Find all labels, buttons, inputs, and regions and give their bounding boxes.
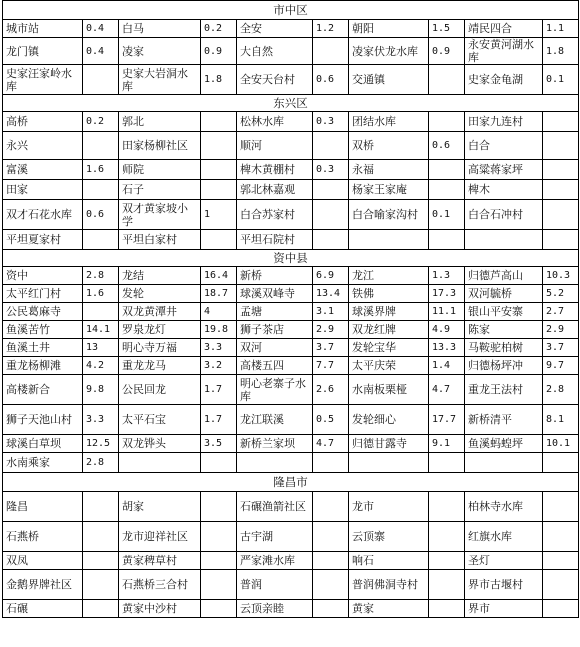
table-row <box>3 200 579 230</box>
station-name-cell: 界市古堰村 <box>465 570 543 600</box>
rainfall-value-cell <box>429 180 465 200</box>
rainfall-value-cell: 14.1 <box>83 321 119 339</box>
station-name-cell: 水南乘家 <box>3 453 83 473</box>
rainfall-value-cell <box>313 600 349 618</box>
station-name-cell: 罗泉龙灯 <box>119 321 201 339</box>
rainfall-value-cell: 1.6 <box>83 160 119 180</box>
rainfall-value-cell: 11.1 <box>429 303 465 321</box>
rainfall-value-cell <box>313 492 349 522</box>
station-name-cell: 白合石冲村 <box>465 200 543 230</box>
rainfall-value-cell <box>429 65 465 95</box>
station-name-cell: 龙市 <box>349 492 429 522</box>
rainfall-value-cell: 0.3 <box>313 112 349 132</box>
station-name-cell: 重龙杨柳滩 <box>3 357 83 375</box>
rainfall-value-cell: 0.4 <box>83 20 119 38</box>
rainfall-value-cell <box>543 570 579 600</box>
rainfall-value-cell: 8.1 <box>543 405 579 435</box>
rainfall-value-cell: 1 <box>201 200 237 230</box>
station-name-cell: 归德甘露寺 <box>349 435 429 453</box>
station-name-cell: 交通镇 <box>349 65 429 95</box>
rainfall-value-cell: 10.1 <box>543 435 579 453</box>
station-name-cell: 师院 <box>119 160 201 180</box>
rainfall-value-cell <box>313 453 349 473</box>
station-name-cell: 发轮细心 <box>349 405 429 435</box>
rainfall-value-cell <box>83 522 119 552</box>
rainfall-value-cell <box>201 492 237 522</box>
table-row <box>3 230 579 250</box>
rainfall-value-cell: 12.5 <box>83 435 119 453</box>
rainfall-value-cell: 9.8 <box>83 375 119 405</box>
station-name-cell: 鱼溪蚂蝗坪 <box>465 435 543 453</box>
station-name-cell: 龙门镇 <box>3 38 83 65</box>
station-name-cell: 田家 <box>3 180 83 200</box>
rainfall-value-cell: 1.7 <box>201 405 237 435</box>
station-name-cell: 顺河 <box>237 132 313 160</box>
station-name-cell: 铁佛 <box>349 285 429 303</box>
rainfall-value-cell <box>543 522 579 552</box>
section-header-row <box>3 1 579 20</box>
station-name-cell: 新桥 <box>237 267 313 285</box>
station-name-cell <box>119 453 201 473</box>
rainfall-value-cell <box>201 132 237 160</box>
station-name-cell: 水南板栗桠 <box>349 375 429 405</box>
rainfall-value-cell: 3.3 <box>201 339 237 357</box>
station-name-cell: 双龙黄潭井 <box>119 303 201 321</box>
station-name-cell <box>465 230 543 250</box>
station-name-cell: 双桥 <box>349 132 429 160</box>
rainfall-value-cell: 4.7 <box>429 375 465 405</box>
station-name-cell: 鱼溪土井 <box>3 339 83 357</box>
rainfall-value-cell <box>429 453 465 473</box>
station-name-cell: 团结水库 <box>349 112 429 132</box>
rainfall-value-cell <box>543 230 579 250</box>
table-row <box>3 112 579 132</box>
station-name-cell: 新桥兰家坝 <box>237 435 313 453</box>
station-name-cell: 普润 <box>237 570 313 600</box>
rainfall-value-cell <box>201 160 237 180</box>
station-name-cell: 郭北 <box>119 112 201 132</box>
station-name-cell: 狮子天池山村 <box>3 405 83 435</box>
rainfall-table <box>2 0 579 618</box>
station-name-cell: 古宇湖 <box>237 522 313 552</box>
rainfall-value-cell: 4.9 <box>429 321 465 339</box>
station-name-cell: 云顶寨 <box>349 522 429 552</box>
station-name-cell: 史家金龟湖 <box>465 65 543 95</box>
station-name-cell: 明心老寨子水库 <box>237 375 313 405</box>
rainfall-value-cell <box>313 180 349 200</box>
station-name-cell: 黄家稗草村 <box>119 552 201 570</box>
station-name-cell: 白合喻家沟村 <box>349 200 429 230</box>
rainfall-value-cell: 7.7 <box>313 357 349 375</box>
rainfall-value-cell <box>429 522 465 552</box>
rainfall-value-cell <box>429 230 465 250</box>
station-name-cell: 界市 <box>465 600 543 618</box>
station-name-cell: 永安黄河湖水库 <box>465 38 543 65</box>
rainfall-value-cell <box>201 112 237 132</box>
table-row <box>3 492 579 522</box>
station-name-cell: 云顶亲睦 <box>237 600 313 618</box>
station-name-cell: 石碾 <box>3 600 83 618</box>
table-row <box>3 132 579 160</box>
station-name-cell: 城市站 <box>3 20 83 38</box>
station-name-cell: 石燕桥三合村 <box>119 570 201 600</box>
table-row <box>3 180 579 200</box>
rainfall-value-cell: 16.4 <box>201 267 237 285</box>
station-name-cell: 明心寺万福 <box>119 339 201 357</box>
section-header-row <box>3 250 579 267</box>
station-name-cell: 椑木黄棚村 <box>237 160 313 180</box>
station-name-cell: 双龙铧头 <box>119 435 201 453</box>
rainfall-value-cell: 17.3 <box>429 285 465 303</box>
station-name-cell: 太平红门村 <box>3 285 83 303</box>
rainfall-value-cell: 0.5 <box>313 405 349 435</box>
table-row <box>3 375 579 405</box>
station-name-cell: 凌家 <box>119 38 201 65</box>
station-name-cell: 郭北林嘉观 <box>237 180 313 200</box>
station-name-cell: 龙市迎祥社区 <box>119 522 201 552</box>
rainfall-value-cell: 17.7 <box>429 405 465 435</box>
station-name-cell: 高楼新合 <box>3 375 83 405</box>
rainfall-value-cell <box>313 552 349 570</box>
station-name-cell: 龙结 <box>119 267 201 285</box>
station-name-cell: 杨家王家庵 <box>349 180 429 200</box>
rainfall-value-cell: 0.1 <box>429 200 465 230</box>
rainfall-value-cell: 2.7 <box>543 303 579 321</box>
rainfall-value-cell: 0.9 <box>429 38 465 65</box>
rainfall-value-cell <box>543 160 579 180</box>
station-name-cell <box>349 230 429 250</box>
table-row <box>3 552 579 570</box>
station-name-cell: 新桥清平 <box>465 405 543 435</box>
rainfall-value-cell <box>543 600 579 618</box>
station-name-cell: 全安天台村 <box>237 65 313 95</box>
rainfall-value-cell: 5.2 <box>543 285 579 303</box>
station-name-cell: 龙江联溪 <box>237 405 313 435</box>
station-name-cell: 高桥 <box>3 112 83 132</box>
station-name-cell: 归德芦高山 <box>465 267 543 285</box>
station-name-cell: 双才石花水库 <box>3 200 83 230</box>
rainfall-value-cell <box>313 230 349 250</box>
rainfall-value-cell: 2.9 <box>313 321 349 339</box>
station-name-cell: 陈家 <box>465 321 543 339</box>
rainfall-value-cell: 1.6 <box>83 285 119 303</box>
table-row <box>3 357 579 375</box>
table-row <box>3 267 579 285</box>
station-name-cell: 资中 <box>3 267 83 285</box>
rainfall-value-cell <box>201 522 237 552</box>
rainfall-value-cell: 9.7 <box>543 357 579 375</box>
rainfall-value-cell <box>429 570 465 600</box>
rainfall-value-cell: 1.1 <box>543 20 579 38</box>
table-row <box>3 285 579 303</box>
table-row <box>3 405 579 435</box>
station-name-cell: 白合 <box>465 132 543 160</box>
rainfall-value-cell: 0.6 <box>83 200 119 230</box>
station-name-cell: 孟塘 <box>237 303 313 321</box>
station-name-cell: 重龙龙马 <box>119 357 201 375</box>
table-row <box>3 570 579 600</box>
station-name-cell: 双龙红牌 <box>349 321 429 339</box>
rainfall-value-cell: 2.8 <box>83 453 119 473</box>
station-name-cell: 黄家中沙村 <box>119 600 201 618</box>
rainfall-value-cell <box>201 453 237 473</box>
station-name-cell: 太平石宝 <box>119 405 201 435</box>
table-row <box>3 522 579 552</box>
table-row <box>3 339 579 357</box>
station-name-cell: 柏林寺水库 <box>465 492 543 522</box>
rainfall-value-cell: 3.1 <box>313 303 349 321</box>
station-name-cell: 靖民四合 <box>465 20 543 38</box>
table-row <box>3 600 579 618</box>
rainfall-value-cell <box>543 132 579 160</box>
rainfall-value-cell <box>83 132 119 160</box>
station-name-cell: 隆昌 <box>3 492 83 522</box>
station-name-cell: 响石 <box>349 552 429 570</box>
table-row <box>3 303 579 321</box>
station-name-cell <box>237 453 313 473</box>
rainfall-value-cell <box>429 600 465 618</box>
rainfall-value-cell <box>313 570 349 600</box>
station-name-cell: 石碾渔箭社区 <box>237 492 313 522</box>
station-name-cell: 鱼溪苦竹 <box>3 321 83 339</box>
station-name-cell: 归德杨坪冲 <box>465 357 543 375</box>
rainfall-value-cell <box>83 552 119 570</box>
rainfall-value-cell: 3.7 <box>313 339 349 357</box>
station-name-cell: 白合苏家村 <box>237 200 313 230</box>
section-header-row <box>3 95 579 112</box>
rainfall-value-cell <box>429 552 465 570</box>
rainfall-value-cell: 6.9 <box>313 267 349 285</box>
station-name-cell: 椑木 <box>465 180 543 200</box>
section-title: 隆昌市 <box>3 473 579 492</box>
section-title: 资中县 <box>3 250 579 267</box>
station-name-cell: 双河毓桥 <box>465 285 543 303</box>
station-name-cell: 发轮 <box>119 285 201 303</box>
station-name-cell: 重龙王法村 <box>465 375 543 405</box>
station-name-cell: 黄家 <box>349 600 429 618</box>
section-title: 东兴区 <box>3 95 579 112</box>
rainfall-value-cell <box>313 38 349 65</box>
rainfall-value-cell: 13.3 <box>429 339 465 357</box>
rainfall-value-cell <box>201 180 237 200</box>
rainfall-value-cell: 0.4 <box>83 38 119 65</box>
rainfall-value-cell <box>313 522 349 552</box>
rainfall-value-cell <box>429 160 465 180</box>
station-name-cell: 球溪白草坝 <box>3 435 83 453</box>
station-name-cell: 红旗水库 <box>465 522 543 552</box>
rainfall-value-cell <box>543 180 579 200</box>
rainfall-value-cell: 13 <box>83 339 119 357</box>
rainfall-value-cell: 3.3 <box>83 405 119 435</box>
station-name-cell: 凌家伏龙水库 <box>349 38 429 65</box>
rainfall-value-cell: 10.3 <box>543 267 579 285</box>
station-name-cell: 球溪界牌 <box>349 303 429 321</box>
station-name-cell: 永福 <box>349 160 429 180</box>
rainfall-value-cell: 2.6 <box>313 375 349 405</box>
rainfall-value-cell: 2.8 <box>83 267 119 285</box>
station-name-cell: 松林水库 <box>237 112 313 132</box>
station-name-cell: 平坦石院村 <box>237 230 313 250</box>
station-name-cell: 狮子茶店 <box>237 321 313 339</box>
rainfall-value-cell <box>429 492 465 522</box>
rainfall-value-cell <box>543 112 579 132</box>
rainfall-value-cell <box>201 570 237 600</box>
section-title: 市中区 <box>3 1 579 20</box>
station-name-cell: 白马 <box>119 20 201 38</box>
table-row <box>3 435 579 453</box>
rainfall-value-cell <box>313 200 349 230</box>
station-name-cell: 公民葛麻寺 <box>3 303 83 321</box>
rainfall-value-cell <box>201 552 237 570</box>
rainfall-value-cell: 0.9 <box>201 38 237 65</box>
station-name-cell: 全安 <box>237 20 313 38</box>
station-name-cell: 太平庆荣 <box>349 357 429 375</box>
rainfall-value-cell: 2.9 <box>543 321 579 339</box>
station-name-cell: 公民回龙 <box>119 375 201 405</box>
rainfall-value-cell <box>83 570 119 600</box>
station-name-cell <box>349 453 429 473</box>
station-name-cell: 双才黄家坡小学 <box>119 200 201 230</box>
station-name-cell: 史家汪家岭水库 <box>3 65 83 95</box>
station-name-cell: 胡家 <box>119 492 201 522</box>
rainfall-value-cell: 0.2 <box>201 20 237 38</box>
station-name-cell: 圣灯 <box>465 552 543 570</box>
table-row <box>3 160 579 180</box>
station-name-cell: 平坦白家村 <box>119 230 201 250</box>
rainfall-value-cell: 1.8 <box>201 65 237 95</box>
station-name-cell: 田家杨柳社区 <box>119 132 201 160</box>
station-name-cell: 永兴 <box>3 132 83 160</box>
rainfall-value-cell: 9.1 <box>429 435 465 453</box>
rainfall-value-cell: 18.7 <box>201 285 237 303</box>
rainfall-value-cell <box>83 492 119 522</box>
station-name-cell: 石燕桥 <box>3 522 83 552</box>
rainfall-value-cell: 4 <box>201 303 237 321</box>
rainfall-value-cell: 2.8 <box>543 375 579 405</box>
station-name-cell: 平坦夏家村 <box>3 230 83 250</box>
rainfall-value-cell: 1.3 <box>429 267 465 285</box>
table-row <box>3 20 579 38</box>
station-name-cell: 石子 <box>119 180 201 200</box>
rainfall-value-cell: 3.7 <box>543 339 579 357</box>
rainfall-value-cell: 1.8 <box>543 38 579 65</box>
rainfall-value-cell: 0.6 <box>429 132 465 160</box>
rainfall-value-cell <box>201 230 237 250</box>
rainfall-value-cell <box>201 600 237 618</box>
rainfall-value-cell <box>543 453 579 473</box>
station-name-cell: 双凤 <box>3 552 83 570</box>
table-row <box>3 38 579 65</box>
rainfall-value-cell <box>429 112 465 132</box>
station-name-cell: 史家大岩洞水库 <box>119 65 201 95</box>
station-name-cell: 高粱蒋家坪 <box>465 160 543 180</box>
rainfall-value-cell: 1.2 <box>313 20 349 38</box>
station-name-cell: 银山平安寨 <box>465 303 543 321</box>
station-name-cell <box>465 453 543 473</box>
rainfall-value-cell <box>83 65 119 95</box>
table-row <box>3 321 579 339</box>
table-row <box>3 65 579 95</box>
rainfall-value-cell: 0.6 <box>313 65 349 95</box>
station-name-cell: 马鞍驼柏树 <box>465 339 543 357</box>
table-row <box>3 453 579 473</box>
station-name-cell: 普润佛洞寺村 <box>349 570 429 600</box>
station-name-cell: 高楼五四 <box>237 357 313 375</box>
rainfall-value-cell: 13.4 <box>313 285 349 303</box>
rainfall-value-cell: 0.2 <box>83 112 119 132</box>
rainfall-value-cell: 1.5 <box>429 20 465 38</box>
rainfall-value-cell <box>543 552 579 570</box>
rainfall-value-cell: 19.8 <box>201 321 237 339</box>
rainfall-value-cell: 3.5 <box>201 435 237 453</box>
station-name-cell: 富溪 <box>3 160 83 180</box>
rainfall-table-container <box>2 0 578 618</box>
rainfall-value-cell: 0.1 <box>543 65 579 95</box>
rainfall-value-cell: 4.2 <box>83 357 119 375</box>
station-name-cell: 朝阳 <box>349 20 429 38</box>
rainfall-value-cell: 4.7 <box>313 435 349 453</box>
rainfall-value-cell <box>313 132 349 160</box>
rainfall-value-cell <box>83 230 119 250</box>
station-name-cell: 金鹅界牌社区 <box>3 570 83 600</box>
station-name-cell: 发轮宝华 <box>349 339 429 357</box>
rainfall-value-cell: 1.4 <box>429 357 465 375</box>
station-name-cell: 严家滩水库 <box>237 552 313 570</box>
station-name-cell: 龙江 <box>349 267 429 285</box>
station-name-cell: 田家九连村 <box>465 112 543 132</box>
rainfall-value-cell <box>83 180 119 200</box>
rainfall-value-cell <box>543 492 579 522</box>
station-name-cell: 球溪双峰寺 <box>237 285 313 303</box>
rainfall-value-cell <box>83 303 119 321</box>
station-name-cell: 大自然 <box>237 38 313 65</box>
rainfall-value-cell <box>543 200 579 230</box>
rainfall-value-cell: 0.3 <box>313 160 349 180</box>
rainfall-value-cell: 3.2 <box>201 357 237 375</box>
section-header-row <box>3 473 579 492</box>
rainfall-value-cell <box>83 600 119 618</box>
rainfall-value-cell: 1.7 <box>201 375 237 405</box>
station-name-cell: 双河 <box>237 339 313 357</box>
